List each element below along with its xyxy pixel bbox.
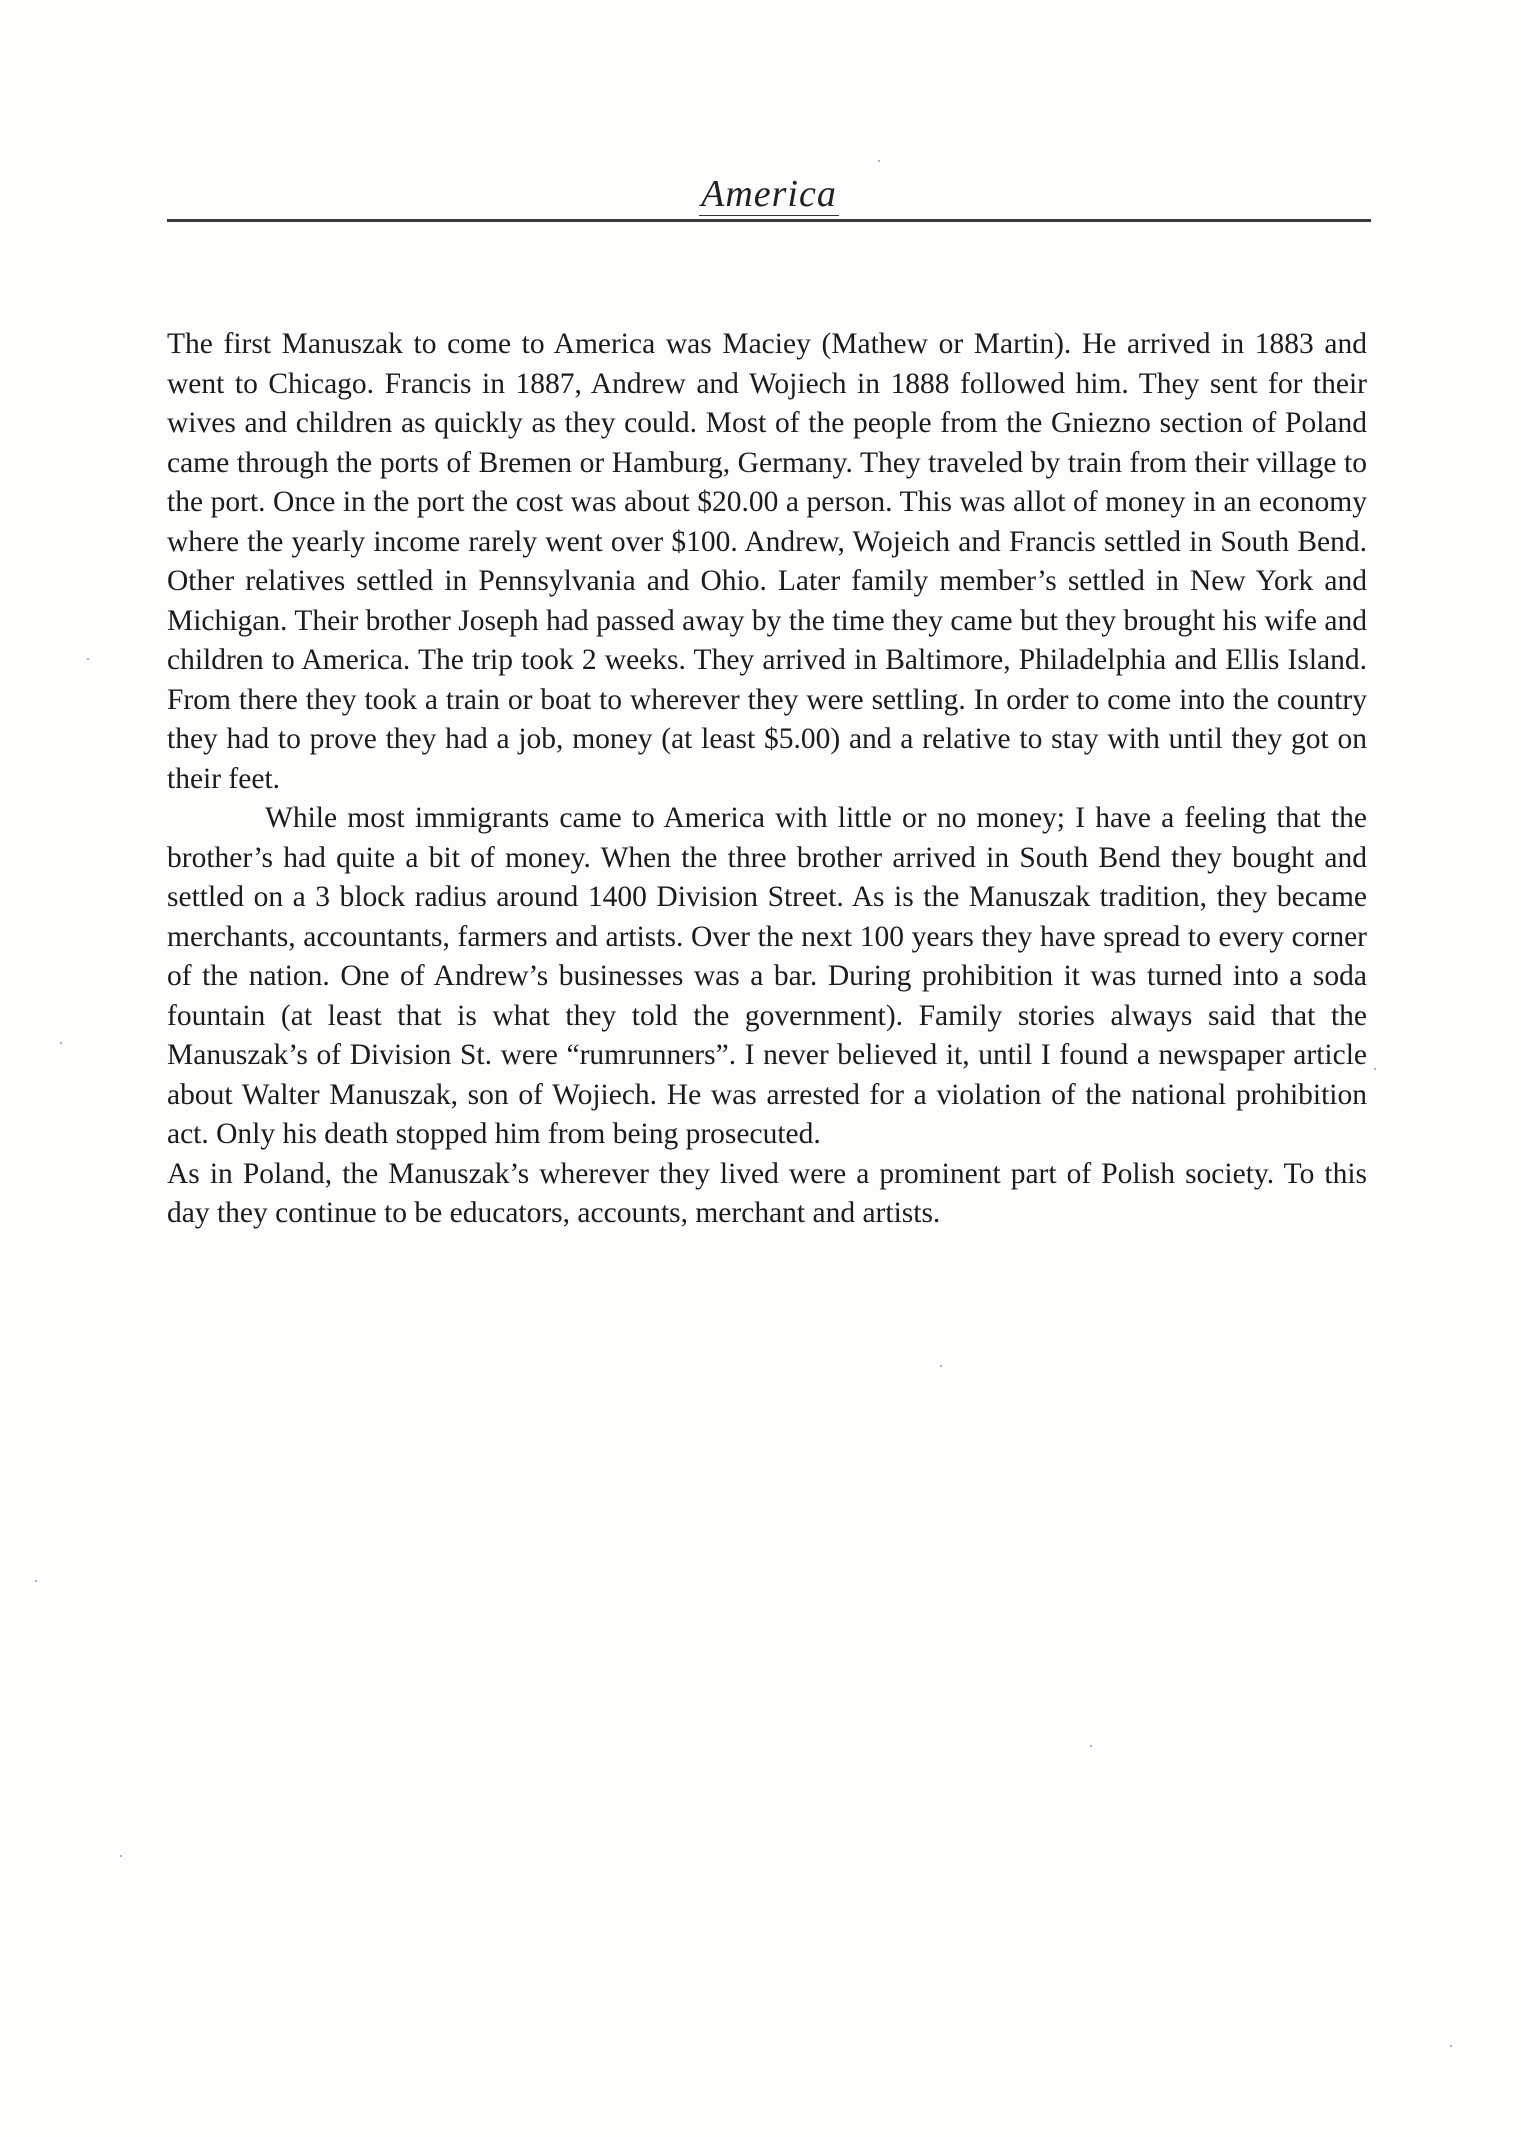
body-text bbox=[167, 325, 1367, 1234]
page-title-text: America bbox=[701, 173, 837, 215]
scan-speck bbox=[1090, 1745, 1092, 1747]
header-rule bbox=[167, 219, 1371, 222]
scan-speck bbox=[1450, 2045, 1452, 2047]
page-header bbox=[167, 170, 1371, 222]
scan-speck bbox=[60, 1042, 62, 1044]
page-title bbox=[167, 172, 1371, 216]
paragraph-2: While most immigrants came to America with little or no money; I have a feeling that the brother’s had quite a bit of money. When the three brother arrived in South Bend they bought and settled on a 3 block radius around 1400 Division Street. As is the Manuszak tradition, they became merchants, accountants, farmers and artists. Over the next 100 years they have spread to every corner of the nation. One of Andrew’s businesses was a bar. During prohibition it was turned into a soda fountain (at least that is what they told the government). Family stories always said that the Manuszak’s of Division St. were “rumrunners”. I never believed it, until I found a newspaper article about Walter Manuszak, son of Wojiech. He was arrested for a violation of the national prohibition act. Only his death stopped him from being prosecuted. bbox=[167, 802, 1367, 1150]
scan-speck bbox=[940, 1365, 942, 1367]
scan-speck bbox=[87, 658, 89, 660]
paragraph-1: The first Manuszak to come to America was Maciey (Mathew or Martin). He arrived in 1883 and went to Chicago. Francis in 1887, Andrew and Wojiech in 1888 followed him. They sent for their wives and children as quickly as they could. Most of the people from the Gniezno section of Poland came through the ports of Bremen or Hamburg, Germany. They traveled by train from their village to the port. Once in the port the cost was about $20.00 a person. This was allot of money in an economy where the yearly income rarely went over $100. Andrew, Wojeich and Francis settled in South Bend. Other relatives settled in Pennsylvania and Ohio. Later family member’s settled in New York and Michigan. Their brother Joseph had passed away by the time they came but they brought his wife and children to America. The trip took 2 weeks. They arrived in Baltimore, Philadelphia and Ellis Island. From there they took a train or boat to wherever they were settling. In order to come into the country they had to prove they had a job, money (at least $5.00) and a relative to stay with until they got on their feet. bbox=[167, 328, 1367, 795]
scan-speck bbox=[878, 160, 880, 162]
paragraph-3: As in Poland, the Manuszak’s wherever they lived were a prominent part of Polish society. To this day they continue to be educators, accounts, merchant and artists. bbox=[167, 1157, 1367, 1229]
scan-speck bbox=[1374, 1068, 1376, 1070]
scan-speck bbox=[35, 1580, 37, 1582]
scan-speck bbox=[120, 1855, 122, 1857]
